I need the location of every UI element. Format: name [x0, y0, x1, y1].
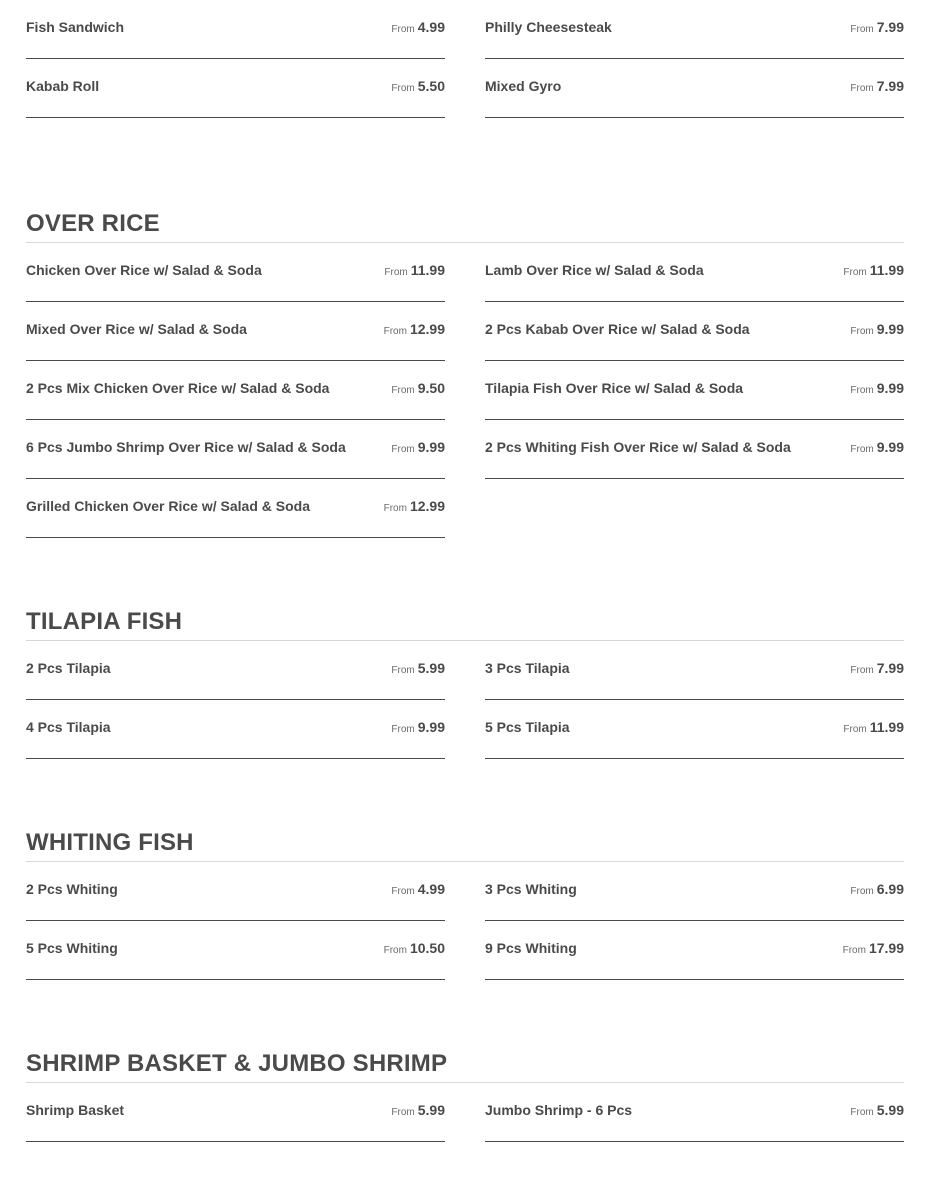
menu-item[interactable]	[26, 361, 445, 420]
menu-item[interactable]	[485, 700, 904, 759]
price-amount: 12.99	[409, 321, 445, 337]
menu-item[interactable]	[26, 1083, 445, 1142]
menu-item[interactable]	[485, 302, 904, 361]
price-from-label: From	[850, 24, 874, 35]
menu-item-name: 2 Pcs Whiting Fish Over Rice w/ Salad & Soda	[485, 439, 791, 455]
menu-item-price	[850, 881, 904, 899]
menu-item[interactable]	[485, 0, 904, 59]
price-amount: 5.99	[417, 660, 445, 676]
price-from-label: From	[383, 945, 407, 956]
section-title: TILAPIA FISH	[26, 578, 904, 641]
menu-item-name: Lamb Over Rice w/ Salad & Soda	[485, 262, 704, 278]
menu-item-name: 2 Pcs Whiting	[26, 881, 118, 897]
menu-list	[26, 0, 904, 1182]
price-amount: 9.99	[417, 439, 445, 455]
menu-item[interactable]	[485, 862, 904, 921]
price-amount: 7.99	[876, 19, 904, 35]
price-amount: 7.99	[876, 660, 904, 676]
price-from-label: From	[391, 444, 415, 455]
price-from-label: From	[391, 385, 415, 396]
menu-section-sandwiches	[26, 0, 904, 118]
menu-item-name: 2 Pcs Kabab Over Rice w/ Salad & Soda	[485, 321, 750, 337]
price-amount: 9.99	[876, 321, 904, 337]
menu-item[interactable]	[26, 921, 445, 980]
section-title: WHITING FISH	[26, 799, 904, 862]
price-amount: 11.99	[869, 262, 904, 278]
price-from-label: From	[383, 326, 407, 337]
price-from-label: From	[850, 665, 874, 676]
price-amount: 7.99	[876, 78, 904, 94]
price-from-label: From	[391, 886, 415, 897]
menu-item-price	[391, 881, 445, 899]
menu-item[interactable]	[26, 641, 445, 700]
price-amount: 9.50	[417, 380, 445, 396]
menu-item-name: 2 Pcs Tilapia	[26, 660, 111, 676]
menu-item[interactable]	[26, 862, 445, 921]
menu-item-price	[391, 439, 445, 457]
price-amount: 10.50	[409, 940, 445, 956]
menu-item-name: Jumbo Shrimp - 6 Pcs	[485, 1102, 633, 1118]
menu-item-name: Fish Sandwich	[26, 19, 125, 35]
price-amount: 9.99	[417, 719, 445, 735]
price-amount: 17.99	[868, 940, 904, 956]
menu-item-price	[391, 78, 445, 96]
price-amount: 5.99	[417, 1102, 445, 1118]
menu-item-name: 3 Pcs Whiting	[485, 881, 577, 897]
menu-section-whiting-fish	[26, 799, 904, 980]
section-title: OVER RICE	[26, 180, 904, 243]
menu-items-grid	[26, 641, 904, 759]
menu-item-name: Philly Cheesesteak	[485, 19, 612, 35]
menu-item[interactable]	[485, 361, 904, 420]
menu-item[interactable]	[485, 641, 904, 700]
price-from-label: From	[850, 83, 874, 94]
price-from-label: From	[850, 444, 874, 455]
price-amount: 12.99	[409, 498, 445, 514]
menu-item-price	[850, 321, 904, 339]
section-title: SHRIMP BASKET & JUMBO SHRIMP	[26, 1020, 904, 1083]
menu-item-name: 5 Pcs Whiting	[26, 940, 118, 956]
menu-item-name: Mixed Over Rice w/ Salad & Soda	[26, 321, 247, 337]
menu-item[interactable]	[485, 243, 904, 302]
menu-item-price	[850, 78, 904, 96]
menu-item-name: 3 Pcs Tilapia	[485, 660, 570, 676]
menu-item-price	[391, 19, 445, 37]
menu-item-name: 2 Pcs Mix Chicken Over Rice w/ Salad & Soda	[26, 380, 330, 396]
menu-item[interactable]	[485, 420, 904, 479]
menu-section-tilapia-fish	[26, 578, 904, 759]
price-from-label: From	[850, 886, 874, 897]
price-amount: 11.99	[410, 262, 445, 278]
menu-section-over-rice	[26, 180, 904, 538]
menu-item-price	[843, 719, 904, 737]
menu-section-shrimp	[26, 1020, 904, 1142]
menu-item-price	[391, 719, 445, 737]
menu-item[interactable]	[26, 0, 445, 59]
menu-item-name: Kabab Roll	[26, 78, 100, 94]
menu-item-price	[391, 380, 445, 398]
price-from-label: From	[843, 267, 867, 278]
menu-item[interactable]	[26, 302, 445, 361]
price-from-label: From	[391, 1107, 415, 1118]
menu-item-name: Shrimp Basket	[26, 1102, 125, 1118]
menu-item-price	[384, 940, 445, 958]
menu-item-price	[843, 262, 904, 280]
price-amount: 5.99	[876, 1102, 904, 1118]
price-from-label: From	[383, 503, 407, 514]
menu-item-price	[391, 660, 445, 678]
menu-item-name: Tilapia Fish Over Rice w/ Salad & Soda	[485, 380, 744, 396]
menu-item-price	[850, 660, 904, 678]
menu-item-name: Mixed Gyro	[485, 78, 562, 94]
price-from-label: From	[384, 267, 408, 278]
menu-item-name: 4 Pcs Tilapia	[26, 719, 111, 735]
menu-item[interactable]	[485, 59, 904, 118]
price-amount: 9.99	[876, 380, 904, 396]
price-from-label: From	[842, 945, 866, 956]
price-from-label: From	[391, 83, 415, 94]
price-from-label: From	[843, 724, 867, 735]
menu-item-price	[850, 19, 904, 37]
price-from-label: From	[850, 326, 874, 337]
menu-item-price	[391, 1102, 445, 1120]
menu-item[interactable]	[26, 479, 445, 538]
menu-item[interactable]	[26, 420, 445, 479]
price-from-label: From	[391, 665, 415, 676]
menu-item-price	[384, 498, 445, 516]
price-from-label: From	[391, 24, 415, 35]
menu-item-name: 9 Pcs Whiting	[485, 940, 577, 956]
price-amount: 11.99	[869, 719, 904, 735]
menu-item-name: Grilled Chicken Over Rice w/ Salad & Soda	[26, 498, 310, 514]
menu-item[interactable]	[26, 700, 445, 759]
price-amount: 6.99	[876, 881, 904, 897]
menu-items-grid	[26, 862, 904, 980]
menu-item-price	[850, 380, 904, 398]
menu-item-price	[850, 439, 904, 457]
menu-item[interactable]	[26, 59, 445, 118]
menu-item-name: Chicken Over Rice w/ Salad & Soda	[26, 262, 262, 278]
menu-item-name: 5 Pcs Tilapia	[485, 719, 570, 735]
price-from-label: From	[850, 385, 874, 396]
price-from-label: From	[850, 1107, 874, 1118]
menu-items-grid	[26, 0, 904, 118]
menu-item-price	[843, 940, 904, 958]
menu-items-grid	[26, 243, 904, 538]
menu-item[interactable]	[485, 1083, 904, 1142]
menu-item-price	[850, 1102, 904, 1120]
menu-item-price	[384, 321, 445, 339]
price-amount: 9.99	[876, 439, 904, 455]
price-amount: 4.99	[417, 881, 445, 897]
menu-item-name: 6 Pcs Jumbo Shrimp Over Rice w/ Salad & Soda	[26, 439, 346, 455]
menu-items-grid	[26, 1083, 904, 1142]
price-amount: 5.50	[417, 78, 445, 94]
price-from-label: From	[391, 724, 415, 735]
price-amount: 4.99	[417, 19, 445, 35]
menu-item[interactable]	[485, 921, 904, 980]
menu-item-price	[384, 262, 445, 280]
menu-item[interactable]	[26, 243, 445, 302]
